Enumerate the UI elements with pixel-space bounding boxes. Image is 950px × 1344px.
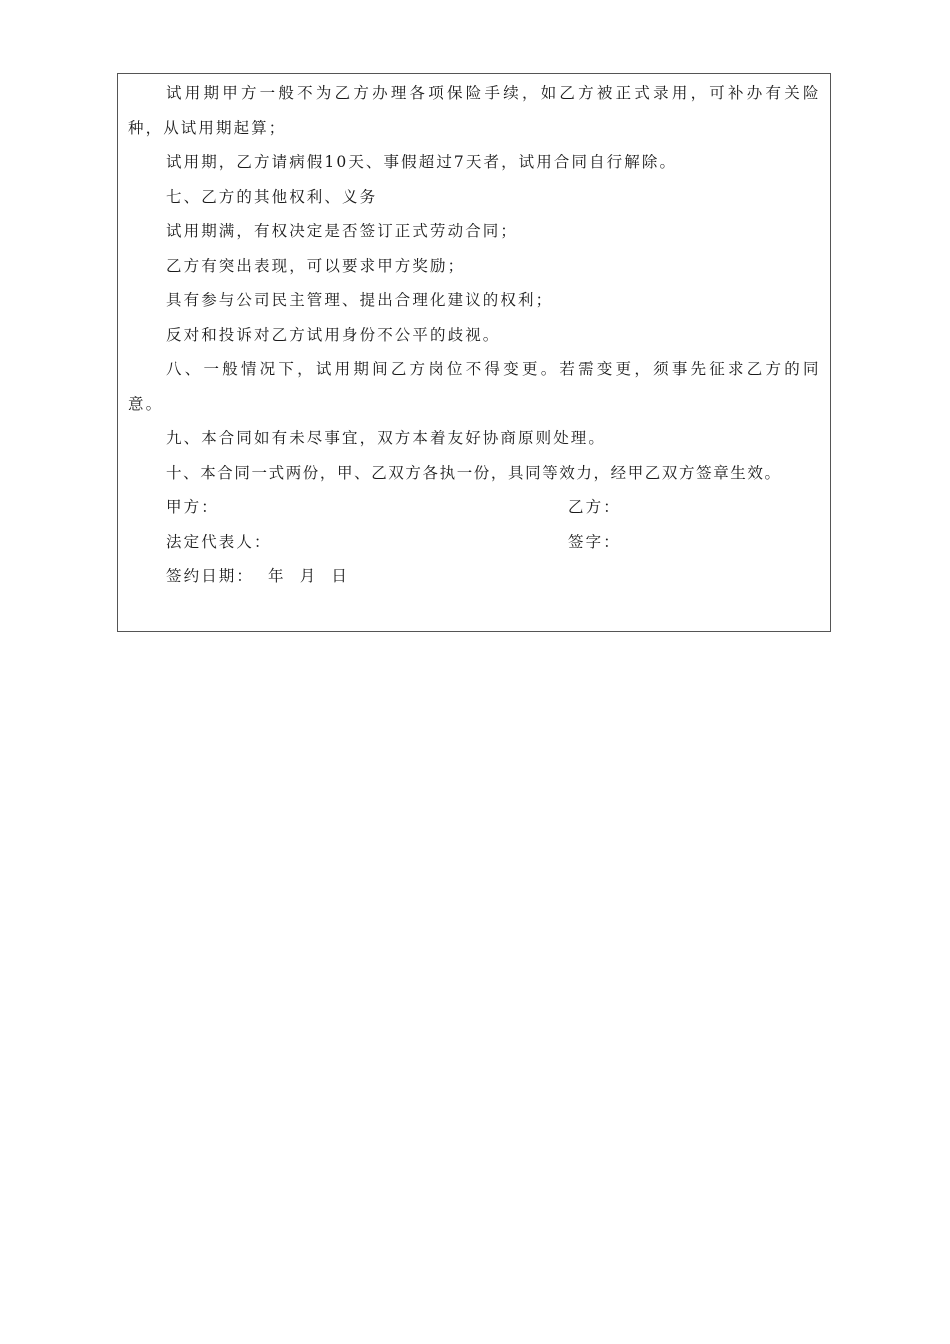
section-eight-line1: 八、一般情况下，试用期间乙方岗位不得变更。若需变更，须事先征求乙方的同 [166,360,820,378]
paragraph-right-oppose: 反对和投诉对乙方试用身份不公平的歧视。 [166,325,501,344]
paragraph-right-participate: 具有参与公司民主管理、提出合理化建议的权利； [166,291,554,309]
section-heading-seven: 七、乙方的其他权利、义务 [166,187,378,206]
section-eight-line2: 意。 [128,394,164,413]
paragraph-right-reward: 乙方有突出表现，可以要求甲方奖励； [166,256,466,275]
signature-row-party [128,490,820,525]
paragraph-leave-termination: 试用期，乙方请病假10天、事假超过7天者，试用合同自行解除。 [166,153,678,171]
signature-row-representative [128,525,820,560]
paragraph-insurance-line1: 试用期甲方一般不为乙方办理各项保险手续，如乙方被正式录用，可补办有关险 [166,84,820,102]
contract-frame [117,73,831,632]
contract-body [128,76,820,594]
paragraph-right-decide: 试用期满，有权决定是否签订正式劳动合同； [166,222,519,240]
paragraph-insurance-line2: 种，从试用期起算； [128,118,287,137]
section-nine: 九、本合同如有未尽事宜，双方本着友好协商原则处理。 [166,429,607,447]
signing-date: 签约日期： 年 月 日 [166,567,349,585]
party-b-label: 乙方： [568,498,621,516]
section-ten: 十、本合同一式两份，甲、乙双方各执一份，具同等效力，经甲乙双方签章生效。 [166,463,782,482]
party-a-label: 甲方： [166,498,219,516]
legal-representative-label: 法定代表人： [166,532,272,551]
signature-label: 签字： [568,532,621,551]
